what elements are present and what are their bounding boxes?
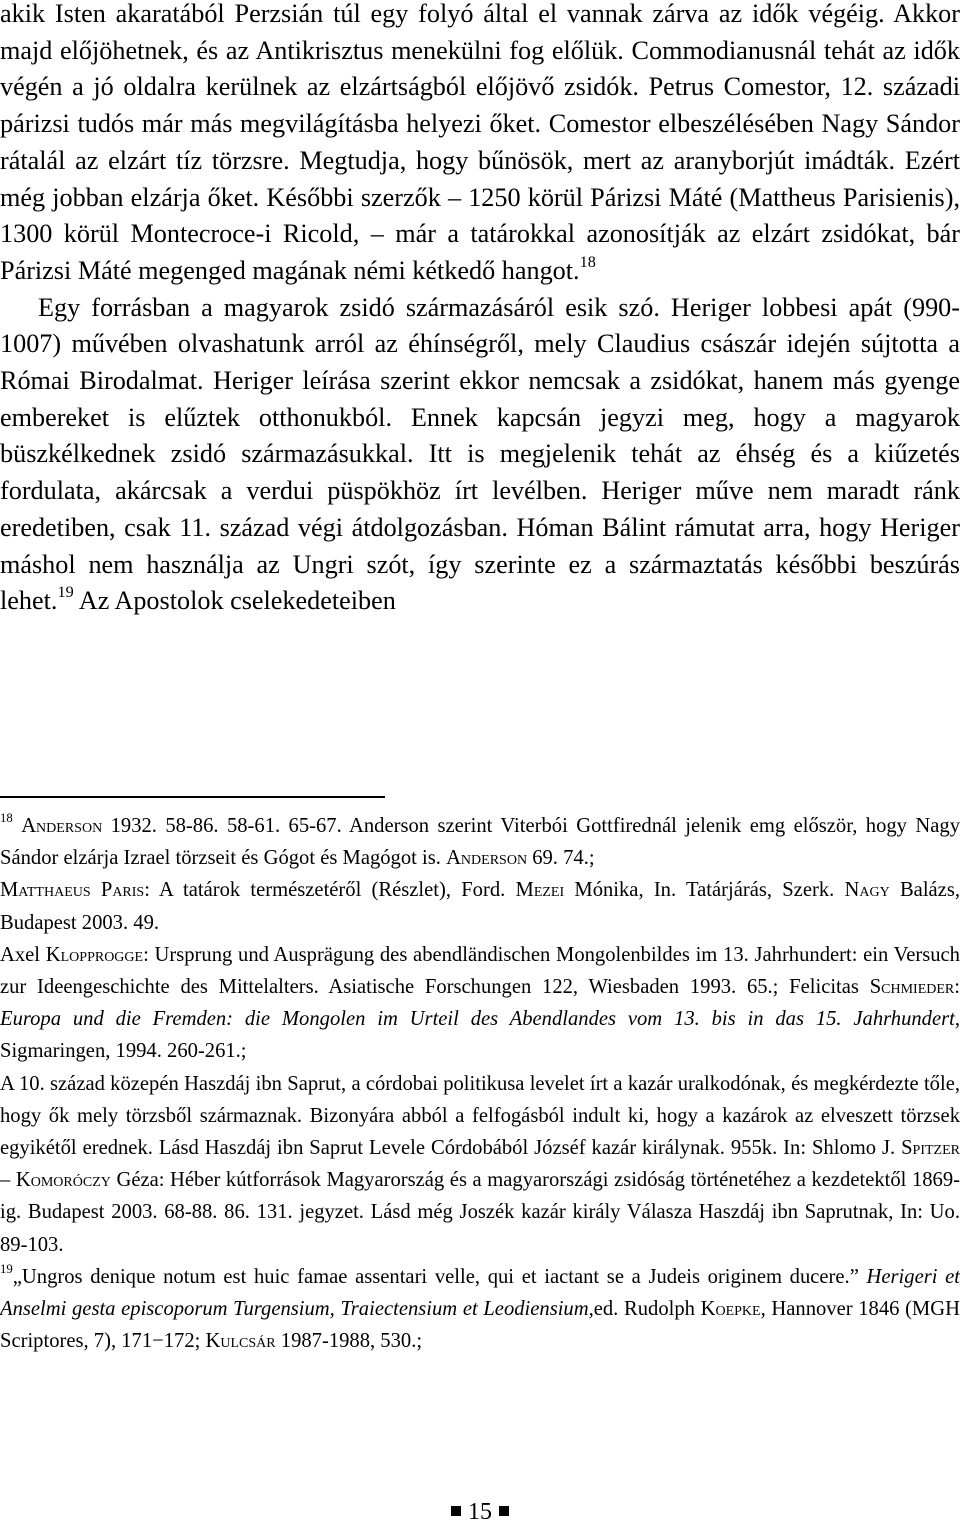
footnote-18-number: 18 <box>0 811 13 826</box>
page-number <box>0 1497 960 1527</box>
book-title-herigeri: Herigeri et Anselmi gesta episcoporum Turgensium, Traiectensium et Leodiensium, <box>0 1265 960 1321</box>
footnote-text: , Hannover 1846 (MGH Scriptores, 7), 171−172; <box>0 1298 960 1353</box>
author-anderson: Anderson <box>21 815 103 837</box>
author-spitzer: Spitzer <box>901 1137 960 1160</box>
footnote-18-haszdaj <box>0 1068 960 1261</box>
paragraph-1 <box>0 0 960 290</box>
footnote-separator <box>0 796 385 798</box>
footnote-19 <box>0 1261 960 1358</box>
footnote-text: A 10. század közepén Haszdáj ibn Saprut, a córdobai politikusa levelet írt a kazár uralkodónak, és megkérdezte tőle, hogy ők mely törzsből származnak. Bizonyára abból a felfogásból indult ki, hogy a kazárok az elveszett törzsek egyikétől erednek. Lásd Haszdáj ibn Saprut Levele Córdobából Józséf kazár királynak. 955k. In: Shlomo J. <box>0 1072 960 1160</box>
paragraph-1-text: akik Isten akaratából Perzsián túl egy folyó által el vannak zárva az idők végéig. Akkor majd előjöhetnek, és az Antikrisztus menekülni fog előlük. Commodianusnál tehát az idők végén a jó oldalra kerülnek az elzártságból előjövő zsidók. Petrus Comestor, 12. századi párizsi tudós már más megvilágításba helyezi őket. Comestor elbeszélésében Nagy Sándor rátalál az elzárt tíz törzsre. Megtudja, hogy bűnösök, mert az aranyborjút imádták. Ezért még jobban elzárja őket. Későbbi szerzők – 1250 körül Párizsi Máté (Mattheus Parisienis), 1300 körül Montecroce-i Ricold, – már a tatárokkal azonosítják az elzárt zsidókat, bár Párizsi Máté megenged magának némi kétkedő hangot. <box>0 0 960 285</box>
author-kulcsar: Kulcsár <box>205 1330 276 1353</box>
footnote-19-quote: „Ungros denique notum est huic famae assentari velle, qui et iactant se a Judeis originem ducere.” <box>12 1265 867 1288</box>
main-text-body <box>0 0 960 620</box>
author-nagy: Nagy <box>844 879 890 902</box>
paragraph-2-tail: Az Apostolok cselekedeteiben <box>73 586 396 616</box>
footnote-ref-18[interactable]: 18 <box>579 252 596 271</box>
paragraph-2 <box>0 290 960 620</box>
square-bullet-icon <box>451 1506 461 1516</box>
footnotes-block <box>0 810 960 1357</box>
footnote-18-text-2: 69. 74.; <box>527 847 595 870</box>
footnote-18-text: 1932. 58-86. 58-61. 65-67. Anderson szerint Viterbói Gottfirednál jelenik emg először, hogy Nagy Sándor elzárja Izrael törzseit és Gógot és Magógot is. <box>0 815 960 870</box>
footnote-18 <box>0 810 960 874</box>
footnote-18-klopprogge <box>0 939 960 1068</box>
author-komoroczy: Komoróczy <box>15 1169 111 1192</box>
footnote-text: Géza: Héber kútforrások Magyarország és a magyarországi zsidóság történetéhez a kezdetektől 1869-ig. Budapest 2003. 68-88. 86. 131. jegyzet. Lásd még Joszék kazár király Válasza Haszdáj ibn Saprutnak, In: Uo. 89-103. <box>0 1169 960 1256</box>
footnote-text: : <box>954 976 960 999</box>
footnote-18-matthaeus <box>0 874 960 938</box>
footnote-text: Mónika, In. Tatárjárás, Szerk. <box>564 879 845 902</box>
author-schmieder: Schmieder <box>869 976 955 999</box>
author-koepke: Koepke <box>700 1298 761 1321</box>
footnote-text: Axel <box>0 943 46 966</box>
footnote-18-space <box>13 815 21 837</box>
footnote-text: , Sigmaringen, 1994. 260-261.; <box>0 1008 960 1063</box>
footnote-text: – <box>0 1169 16 1192</box>
author-klopprogge: Klopprogge <box>45 943 144 966</box>
paragraph-2-text: Egy forrásban a magyarok zsidó származásáról esik szó. Heriger lobbesi apát (990-1007) művében olvashatunk arról az éhínségről, mely Claudius császár idején sújtotta a Római Birodalmat. Heriger leírása szerint ekkor nemcsak a zsidókat, hanem más gyenge embereket is elűztek otthonukból. Ennek kapcsán jegyzi meg, hogy a magyarok büszkélkednek zsidó származásukkal. Itt is megjelenik tehát az éhség és a kiűzetés fordulata, akárcsak a verdui püspökhöz írt levélben. Heriger műve nem maradt ránk eredetiben, csak 11. század végi átdolgozásban. Hóman Bálint rámutat arra, hogy Heriger máshol nem használja az Ungri szót, így szerinte ez a származtatás későbbi beszúrás lehet. <box>0 292 960 616</box>
footnote-ref-19[interactable]: 19 <box>57 583 74 602</box>
book-title-europa: Europa und die Fremden: die Mongolen im Urteil des Abendlandes vom 13. bis in das 15. Jahrhundert <box>0 1008 955 1031</box>
footnote-19-number: 19 <box>0 1262 13 1277</box>
author-mezei: Mezei <box>515 879 565 902</box>
footnote-text: ed. Rudolph <box>593 1298 701 1321</box>
footnote-text: 1987-1988, 530.; <box>275 1330 423 1353</box>
page-number-value: 15 <box>468 1499 492 1525</box>
square-bullet-icon <box>499 1506 509 1516</box>
footnote-text: : Ursprung und Ausprägung des abendländischen Mongolenbildes im 13. Jahrhundert: ein Versuch zur Ideengeschichte des Mittelalters. Asiatische Forschungen 122, Wiesbaden 1993. 65.; Felicitas <box>0 943 960 999</box>
footnote-text: : A tatárok természetéről (Részlet), Ford. <box>144 879 516 902</box>
author-matthaeus: Matthaeus Paris <box>0 879 145 902</box>
footnote-text: Balázs, Budapest 2003. 49. <box>0 879 960 934</box>
author-anderson-2: Anderson <box>446 847 528 870</box>
